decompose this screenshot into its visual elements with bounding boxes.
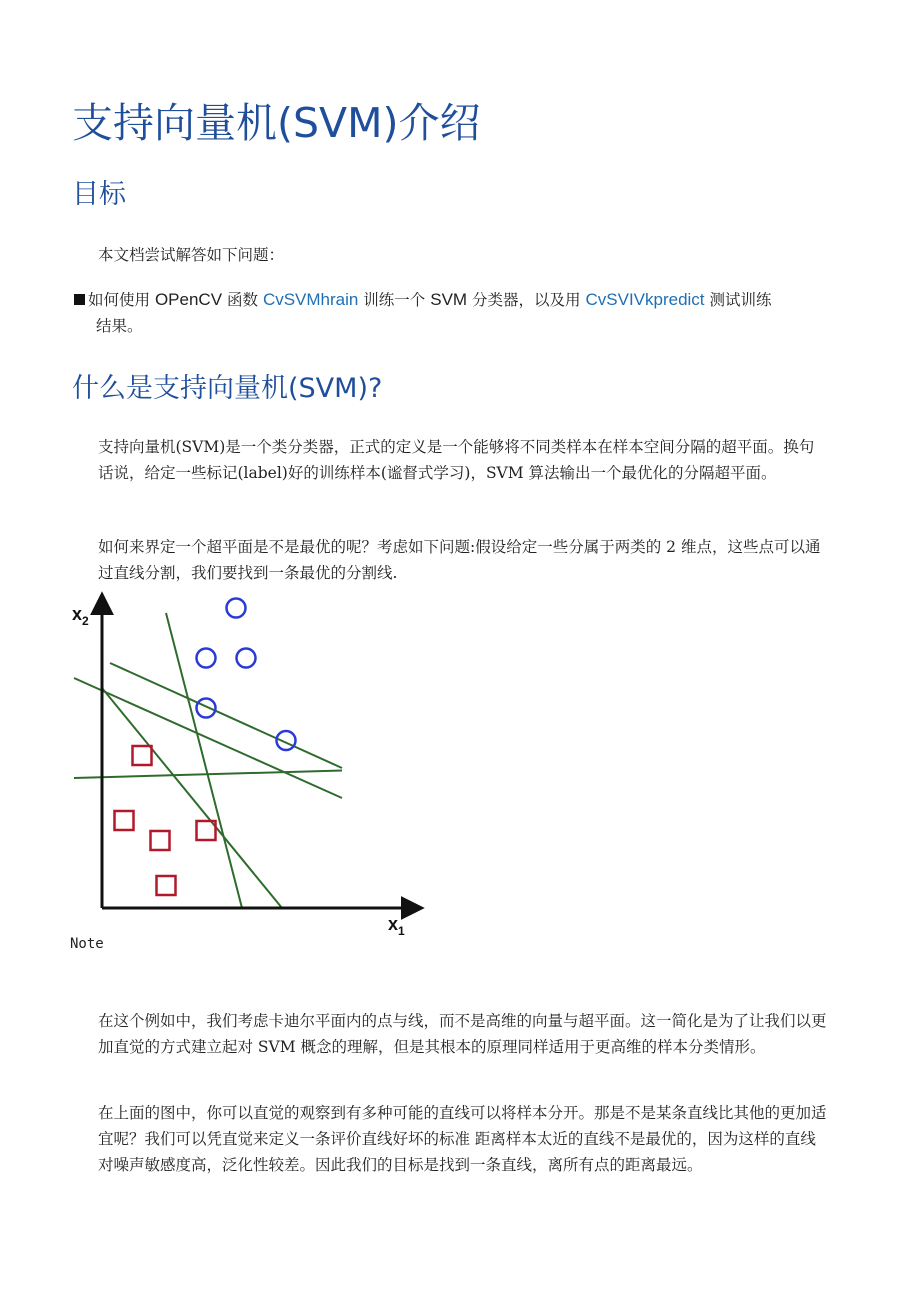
- y-axis-label: $x_2$: [72, 604, 89, 628]
- separating-line-4: [166, 613, 242, 908]
- bullet-text-mid1: 函数: [226, 291, 258, 309]
- svm-separating-lines-figure: [68, 588, 428, 938]
- class-circle-point-3: [237, 649, 256, 668]
- section-heading-what-is-svm: 什么是支持向量机(SVM)?: [72, 373, 383, 404]
- note-label: Note: [70, 936, 104, 952]
- x-axis-label: $x_1$: [388, 914, 405, 938]
- separating-line-5: [102, 688, 282, 908]
- paragraph-definition: 支持向量机(SVM)是一个类分类器，正式的定义是一个能够将不同类样本在样本空间分隔的超平面。换句话说，给定一些标记(label)好的训练样本(谧督式学习)，SVM 算法输出一个最优化的分隔超平面。: [98, 438, 815, 482]
- class-square-point-3: [151, 831, 170, 850]
- separating-lines: [74, 613, 342, 908]
- class-circle-point-1: [227, 599, 246, 618]
- intro-paragraph: 本文档尝试解答如下问题：: [98, 246, 285, 264]
- class-circle-point-2: [197, 649, 216, 668]
- page-title: 支持向量机(SVM)介绍: [72, 99, 481, 147]
- paragraph-simplification: 在这个例如中，我们考虑卡迪尔平面内的点与线，而不是高维的向量与超平面。这一简化是为了让我们以更加直觉的方式建立起对 SVM 概念的理解，但是其根本的原理同样适用于更高维的样本分类情形。: [98, 1012, 827, 1056]
- bullet-square-icon: [74, 294, 85, 305]
- class-square-point-2: [115, 811, 134, 830]
- paragraph-question: 如何来界定一个超平面是不是最优的呢？考虑如下问题:假设给定一些分属于两类的 2 维点，这些点可以通过直线分割，我们要找到一条最优的分割线.: [98, 538, 821, 582]
- bullet-text-post: 测试训练: [709, 291, 772, 309]
- bullet-text-mid3: 分类器，以及用: [472, 291, 581, 309]
- class-circle-point-4: [197, 699, 216, 718]
- class-square-point-1: [133, 746, 152, 765]
- bullet-text-mid2: 训练一个: [363, 291, 426, 309]
- paragraph-intuition: 在上面的图中，你可以直觉的观察到有多种可能的直线可以将样本分开。那是不是某条直线比其他的更加适宜呢？我们可以凭直觉来定义一条评价直线好坏的标准 距离样本太近的直线不是最优的，因为这样的直线对噪声敏感度高，泛化性较差。因此我们的目标是找到一条直线，离所有点的距离最远。: [98, 1104, 827, 1174]
- class-square-point-5: [157, 876, 176, 895]
- sample-points: [115, 599, 296, 896]
- link-cvsvm-predict[interactable]: CvSVIVkpredict: [585, 290, 705, 309]
- link-cvsvm-train[interactable]: CvSVMhrain: [262, 290, 359, 309]
- bullet-item: [74, 287, 834, 339]
- bullet-text-cont: 结果。: [96, 317, 143, 335]
- bullet-svm: SVM: [430, 290, 468, 309]
- section-heading-goal: 目标: [72, 179, 126, 210]
- separating-line-2: [110, 663, 342, 768]
- bullet-opencv: OPenCV: [154, 290, 223, 309]
- bullet-text-pre: 如何使用: [88, 291, 151, 309]
